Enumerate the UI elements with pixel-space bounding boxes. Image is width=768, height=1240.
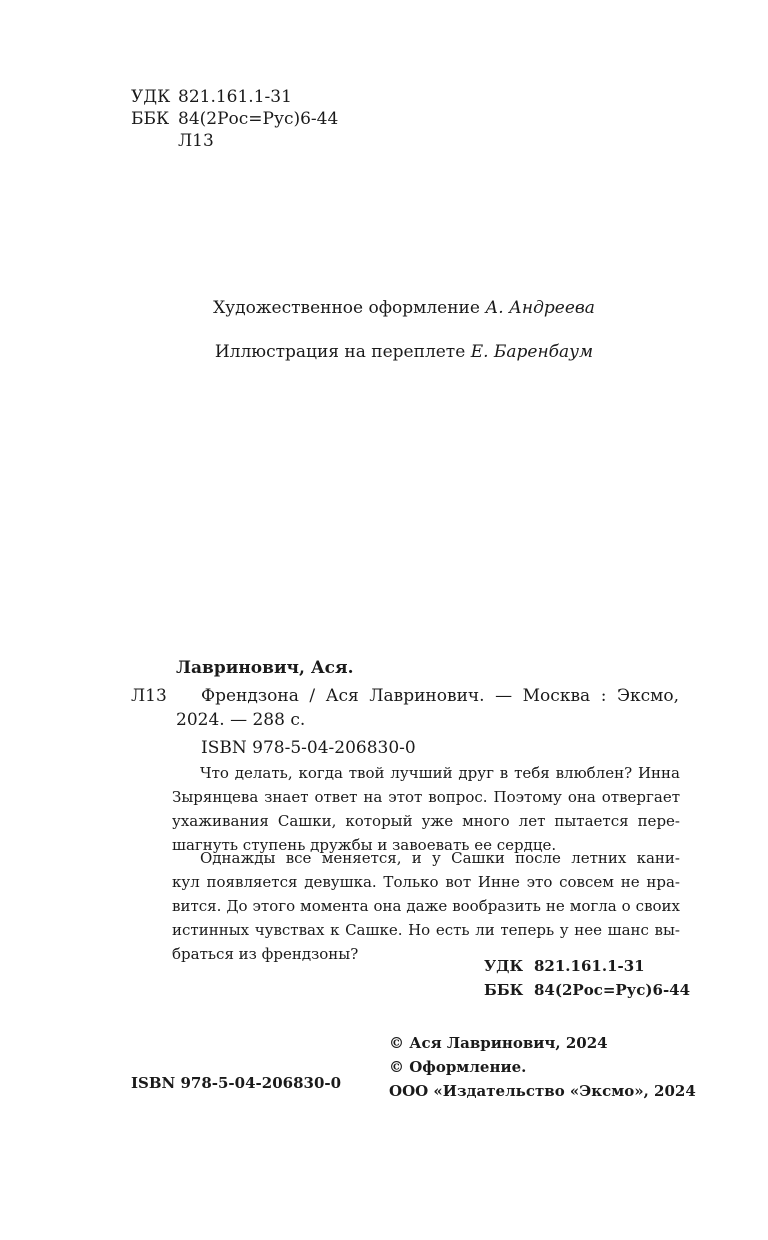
annotation-line: ухаживания Сашки, который уже много лет пытается пере- bbox=[172, 812, 680, 830]
design-credit bbox=[0, 297, 768, 319]
illustration-credit bbox=[0, 341, 768, 363]
design-credit-name: А. Андреева bbox=[485, 298, 595, 318]
bottom-bbk-line bbox=[484, 978, 690, 1002]
author-mark: Л13 bbox=[178, 131, 214, 151]
design-credit-text: Художественное оформление bbox=[213, 298, 480, 318]
udk-value: 821.161.1-31 bbox=[178, 87, 292, 107]
bib-title-line1: Френдзона / Ася Лавринович. — Москва : Эксмо, bbox=[201, 686, 679, 706]
annotation-line: Однажды все меняется, и у Сашки после летних кани- bbox=[200, 849, 680, 867]
annotation-line: шагнуть ступень дружбы и завоевать ее сердце. bbox=[172, 836, 557, 854]
bottom-bbk-value: 84(2Рос=Рус)6-44 bbox=[534, 981, 691, 999]
annotation-line: браться из френдзоны? bbox=[172, 945, 359, 963]
bottom-classification bbox=[484, 954, 690, 1002]
udk-label: УДК bbox=[131, 87, 171, 107]
annotation-paragraph-2 bbox=[172, 846, 680, 966]
copyright-publisher: ООО «Издательство «Эксмо», 2024 bbox=[389, 1082, 696, 1100]
author-heading: Лавринович, Ася. bbox=[176, 658, 354, 678]
copyright-design: © Оформление. bbox=[389, 1058, 527, 1076]
bbk-line bbox=[131, 108, 338, 130]
annotation-line: Что делать, когда твой лучший друг в тебя влюблен? Инна bbox=[200, 764, 680, 782]
bottom-udk-line bbox=[484, 954, 690, 978]
annotation-line: кул появляется девушка. Только вот Инне это совсем не нра- bbox=[172, 873, 680, 891]
footer-isbn: ISBN 978-5-04-206830-0 bbox=[131, 1074, 342, 1092]
footer-copyright bbox=[389, 1031, 696, 1103]
illustration-credit-name: Е. Баренбаум bbox=[470, 342, 594, 362]
bib-title-line2: 2024. — 288 с. bbox=[176, 710, 306, 730]
annotation-line: истинных чувствах к Сашке. Но есть ли теперь у нее шанс вы- bbox=[172, 921, 680, 939]
illustration-credit-text: Иллюстрация на переплете bbox=[214, 342, 466, 362]
bbk-value: 84(2Рос=Рус)6-44 bbox=[178, 109, 339, 129]
bib-author-mark: Л13 bbox=[131, 686, 167, 706]
udk-line bbox=[131, 86, 338, 108]
annotation-line: Зырянцева знает ответ на этот вопрос. Поэтому она отвергает bbox=[172, 788, 680, 806]
copyright-author: © Ася Лавринович, 2024 bbox=[389, 1034, 608, 1052]
bottom-udk-label: УДК bbox=[484, 957, 524, 975]
bottom-bbk-label: ББК bbox=[484, 981, 524, 999]
bottom-udk-value: 821.161.1-31 bbox=[534, 957, 645, 975]
annotation-paragraph-1 bbox=[172, 761, 680, 857]
top-classification bbox=[131, 86, 338, 152]
bib-isbn: ISBN 978-5-04-206830-0 bbox=[201, 738, 416, 758]
annotation-line: вится. До этого момента она даже вообразить не могла о своих bbox=[172, 897, 680, 915]
bbk-label: ББК bbox=[131, 109, 170, 129]
